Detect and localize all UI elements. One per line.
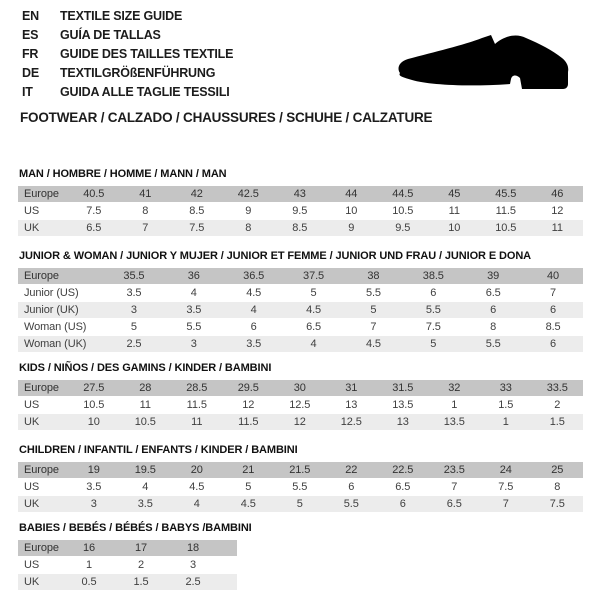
size-value-cell: 20 (190, 464, 203, 476)
size-value-cell: 7 (550, 287, 557, 299)
size-value-cell: 4.5 (306, 304, 322, 316)
size-value-cell: 1.5 (498, 399, 514, 411)
size-value-cell: 42 (190, 188, 203, 200)
size-value-cell: 9.5 (292, 205, 308, 217)
row-label: Woman (UK) (24, 338, 87, 350)
language-title: GUIDE DES TAILLES TEXTILE (60, 47, 234, 61)
table-row-woman-uk (18, 336, 583, 353)
size-value-cell: 7 (142, 222, 149, 234)
section-title-junior-woman: JUNIOR & WOMAN / JUNIOR Y MUJER / JUNIOR ET FEMME / JUNIOR UND FRAU / JUNIOR E DONA (19, 250, 532, 262)
table-row-europe (18, 268, 583, 285)
size-value-cell: 7 (451, 481, 458, 493)
language-code: ES (22, 28, 39, 42)
row-label: Europe (24, 542, 59, 554)
size-value-cell: 7.5 (189, 222, 205, 234)
size-value-cell: 8 (490, 321, 497, 333)
size-value-cell: 25 (551, 464, 564, 476)
size-value-cell: 6 (550, 338, 557, 350)
size-value-cell: 43 (293, 188, 306, 200)
size-value-cell: 12.5 (340, 416, 362, 428)
language-row-de (22, 64, 233, 83)
size-value-cell: 22 (345, 464, 358, 476)
size-value-cell: 7.5 (498, 481, 514, 493)
table-row-europe (18, 380, 583, 397)
row-label: US (24, 481, 40, 493)
table-row-uk (18, 220, 583, 237)
size-value-cell: 45 (448, 188, 461, 200)
size-value-cell: 9 (348, 222, 355, 234)
size-value-cell: 10.5 (83, 399, 105, 411)
section-junior-woman (18, 250, 583, 353)
row-label: US (24, 399, 40, 411)
size-value-cell: 6 (399, 498, 406, 510)
size-value-cell: 5.5 (485, 338, 501, 350)
size-value-cell: 11.5 (238, 416, 259, 428)
size-value-cell: 11 (139, 399, 151, 411)
language-list (22, 7, 233, 102)
row-label: Woman (US) (24, 321, 87, 333)
size-value-cell: 7.5 (86, 205, 102, 217)
size-value-cell: 11 (191, 416, 203, 428)
size-value-cell: 4 (190, 287, 197, 299)
size-value-cell: 35.5 (123, 270, 145, 282)
size-value-cell: 7.5 (549, 498, 565, 510)
table-row-us (18, 203, 583, 220)
size-value-cell: 24 (499, 464, 512, 476)
size-table-kids (18, 380, 583, 431)
size-value-cell: 2.5 (185, 576, 201, 588)
size-value-cell: 8.5 (292, 222, 308, 234)
size-value-cell: 6 (430, 287, 437, 299)
size-value-cell: 30 (293, 382, 306, 394)
size-value-cell: 5 (370, 304, 377, 316)
size-value-cell: 33 (499, 382, 512, 394)
table-row-europe (18, 540, 237, 557)
shoe-icon (394, 32, 572, 94)
category-title: FOOTWEAR / CALZADO / CHAUSSURES / SCHUHE / CALZATURE (20, 110, 433, 125)
size-table-babies (18, 540, 237, 591)
size-value-cell: 13.5 (392, 399, 414, 411)
size-value-cell: 6 (348, 481, 355, 493)
size-value-cell: 19 (87, 464, 100, 476)
size-value-cell: 1 (85, 559, 93, 571)
size-value-cell: 6 (550, 304, 557, 316)
size-value-cell: 8.5 (545, 321, 561, 333)
language-row-es (22, 26, 233, 45)
size-value-cell: 8 (142, 205, 149, 217)
row-label: UK (24, 222, 40, 234)
table-row-woman-us (18, 319, 583, 336)
size-value-cell: 46 (551, 188, 564, 200)
size-value-cell: 4 (142, 481, 149, 493)
size-value-cell: 18 (186, 542, 200, 554)
row-label: Europe (24, 270, 59, 282)
size-value-cell: 5 (310, 287, 317, 299)
language-code: DE (22, 66, 39, 80)
size-value-cell: 2 (137, 559, 145, 571)
size-value-cell: 37.5 (303, 270, 325, 282)
size-value-cell: 6.5 (395, 481, 411, 493)
size-value-cell: 11 (551, 222, 563, 234)
row-label: US (24, 559, 40, 571)
row-label: Europe (24, 188, 59, 200)
language-code: IT (22, 85, 33, 99)
size-value-cell: 3 (190, 338, 197, 350)
size-value-cell: 4.5 (240, 498, 256, 510)
table-row-us (18, 479, 583, 496)
size-value-cell: 38 (367, 270, 380, 282)
size-value-cell: 10 (448, 222, 461, 234)
size-table-children (18, 462, 583, 513)
size-value-cell: 12 (551, 205, 564, 217)
size-value-cell: 4 (310, 338, 317, 350)
size-value-cell: 42.5 (237, 188, 259, 200)
size-value-cell: 5 (130, 321, 137, 333)
size-value-cell: 21 (242, 464, 255, 476)
language-title: TEXTILE SIZE GUIDE (60, 9, 183, 23)
size-value-cell: 1 (451, 399, 458, 411)
size-value-cell: 2 (554, 399, 561, 411)
size-value-cell: 7 (370, 321, 377, 333)
size-value-cell: 36 (187, 270, 200, 282)
size-value-cell: 7 (502, 498, 509, 510)
size-value-cell: 3.5 (137, 498, 153, 510)
row-label: UK (24, 416, 40, 428)
size-value-cell: 0.5 (81, 576, 97, 588)
size-value-cell: 36.5 (243, 270, 265, 282)
size-value-cell: 6.5 (306, 321, 322, 333)
size-value-cell: 13.5 (443, 416, 465, 428)
size-value-cell: 3 (90, 498, 97, 510)
size-value-cell: 12 (293, 416, 306, 428)
language-title: GUIDA ALLE TAGLIE TESSILI (60, 85, 230, 99)
size-value-cell: 4 (193, 498, 200, 510)
table-row-us (18, 557, 237, 574)
size-value-cell: 11.5 (186, 399, 207, 411)
size-value-cell: 13 (345, 399, 358, 411)
size-value-cell: 10 (87, 416, 100, 428)
row-label: Europe (24, 382, 59, 394)
size-value-cell: 4.5 (246, 287, 262, 299)
table-row-europe (18, 462, 583, 479)
language-code: EN (22, 9, 39, 23)
size-value-cell: 3.5 (126, 287, 142, 299)
language-title: TEXTILGRÖßENFÜHRUNG (60, 66, 216, 80)
table-row-junior-us (18, 285, 583, 302)
size-table-man (18, 186, 583, 237)
size-value-cell: 38.5 (422, 270, 444, 282)
size-value-cell: 12 (242, 399, 255, 411)
section-title-children: CHILDREN / INFANTIL / ENFANTS / KINDER / BAMBINI (19, 444, 298, 456)
size-value-cell: 3.5 (86, 481, 102, 493)
size-value-cell: 10.5 (134, 416, 156, 428)
table-row-uk (18, 496, 583, 513)
table-row-uk (18, 414, 583, 431)
size-value-cell: 5 (245, 481, 252, 493)
language-title: GUÍA DE TALLAS (60, 28, 161, 42)
size-value-cell: 19.5 (134, 464, 156, 476)
size-value-cell: 41 (139, 188, 152, 200)
size-value-cell: 8.5 (189, 205, 205, 217)
size-value-cell: 9 (245, 205, 252, 217)
language-row-fr (22, 45, 233, 64)
size-value-cell: 21.5 (289, 464, 311, 476)
row-label: Junior (US) (24, 287, 79, 299)
size-value-cell: 10.5 (495, 222, 517, 234)
size-value-cell: 32 (448, 382, 461, 394)
size-value-cell: 45.5 (495, 188, 517, 200)
size-value-cell: 40.5 (83, 188, 105, 200)
size-value-cell: 16 (82, 542, 96, 554)
size-value-cell: 12.5 (289, 399, 311, 411)
size-value-cell: 6 (250, 321, 257, 333)
size-value-cell: 3 (130, 304, 137, 316)
size-value-cell: 11.5 (495, 205, 516, 217)
section-man (18, 168, 583, 237)
size-value-cell: 5.5 (365, 287, 381, 299)
row-label: Europe (24, 464, 59, 476)
table-row-europe (18, 186, 583, 203)
size-value-cell: 5.5 (292, 481, 308, 493)
size-value-cell: 23.5 (443, 464, 465, 476)
section-title-kids: KIDS / NIÑOS / DES GAMINS / KINDER / BAMBINI (19, 362, 272, 374)
size-value-cell: 31 (345, 382, 358, 394)
size-value-cell: 6.5 (86, 222, 102, 234)
size-value-cell: 5 (430, 338, 437, 350)
size-value-cell: 3.5 (186, 304, 202, 316)
size-value-cell: 31.5 (392, 382, 414, 394)
row-label: Junior (UK) (24, 304, 79, 316)
size-value-cell: 2.5 (126, 338, 142, 350)
size-value-cell: 3.5 (246, 338, 262, 350)
language-row-en (22, 7, 233, 26)
table-row-us (18, 397, 583, 414)
size-value-cell: 40 (547, 270, 560, 282)
size-value-cell: 17 (134, 542, 148, 554)
language-row-it (22, 83, 233, 102)
size-value-cell: 44.5 (392, 188, 414, 200)
row-label: UK (24, 498, 40, 510)
section-kids (18, 362, 583, 431)
size-value-cell: 5.5 (343, 498, 359, 510)
size-value-cell: 4.5 (189, 481, 205, 493)
size-value-cell: 7.5 (425, 321, 441, 333)
size-value-cell: 3 (189, 559, 197, 571)
size-value-cell: 33.5 (546, 382, 568, 394)
section-title-man: MAN / HOMBRE / HOMME / MANN / MAN (19, 168, 227, 180)
size-value-cell: 29.5 (237, 382, 259, 394)
size-value-cell: 1.5 (549, 416, 565, 428)
size-value-cell: 5.5 (186, 321, 202, 333)
size-value-cell: 28.5 (186, 382, 208, 394)
table-row-uk (18, 574, 237, 591)
size-value-cell: 4.5 (365, 338, 381, 350)
section-babies (18, 522, 583, 591)
row-label: UK (24, 576, 40, 588)
size-value-cell: 39 (487, 270, 500, 282)
size-value-cell: 4 (250, 304, 257, 316)
size-table-junior-woman (18, 268, 583, 353)
size-value-cell: 8 (245, 222, 252, 234)
size-value-cell: 6 (490, 304, 497, 316)
size-value-cell: 27.5 (83, 382, 105, 394)
row-label: US (24, 205, 40, 217)
size-value-cell: 22.5 (392, 464, 414, 476)
size-value-cell: 5 (296, 498, 303, 510)
section-title-babies: BABIES / BEBÉS / BÉBÉS / BABYS /BAMBINI (19, 522, 252, 534)
size-value-cell: 28 (139, 382, 152, 394)
size-value-cell: 8 (554, 481, 561, 493)
table-row-junior-uk (18, 302, 583, 319)
size-value-cell: 5.5 (425, 304, 441, 316)
size-value-cell: 13 (396, 416, 409, 428)
size-value-cell: 6.5 (446, 498, 462, 510)
size-value-cell: 1 (502, 416, 509, 428)
size-value-cell: 44 (345, 188, 358, 200)
size-value-cell: 9.5 (395, 222, 411, 234)
size-value-cell: 10.5 (392, 205, 414, 217)
section-children (18, 444, 583, 513)
language-code: FR (22, 47, 39, 61)
size-value-cell: 1.5 (133, 576, 149, 588)
size-value-cell: 6.5 (485, 287, 501, 299)
size-value-cell: 11 (448, 205, 460, 217)
size-value-cell: 10 (345, 205, 358, 217)
